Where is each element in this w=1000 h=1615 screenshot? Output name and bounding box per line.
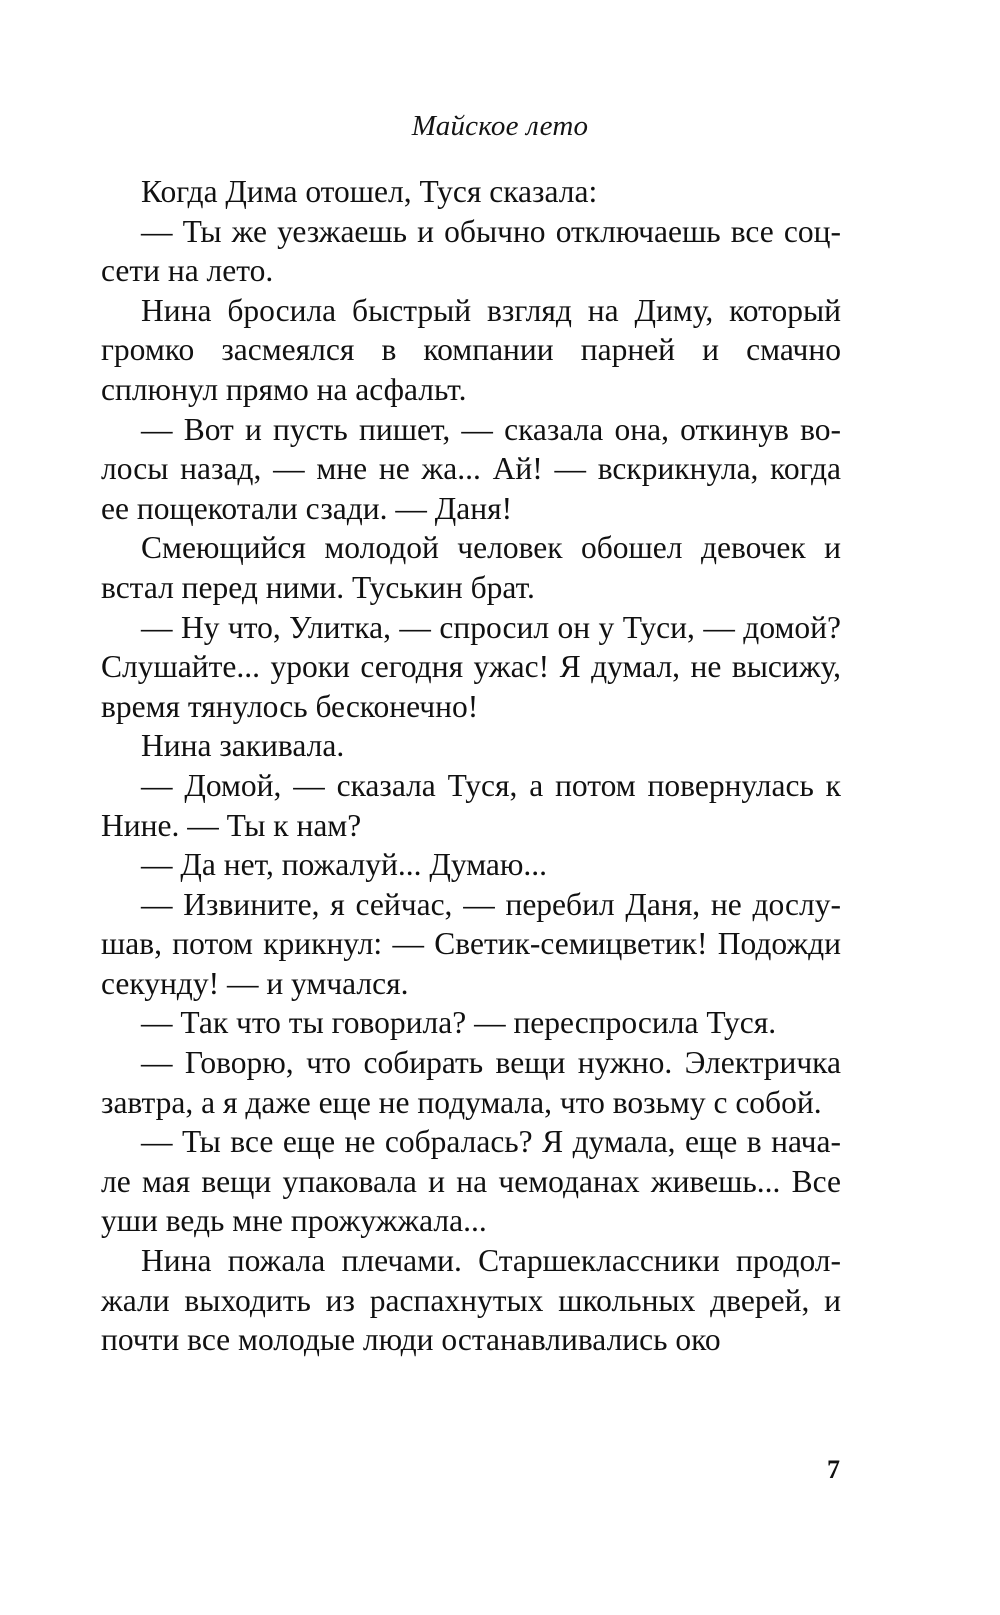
paragraph: — Вот и пусть пишет, — сказала она, откинув волосы назад, — мне не жа... Ай! — вскрикнула, когда ее пощекотали сзади. — Даня! — [101, 411, 841, 526]
body-text — [101, 172, 841, 1360]
paragraph: Нина закивала. — [141, 728, 345, 764]
running-header: Майское лето — [411, 110, 589, 142]
paragraph: — Да нет, пожалуй... Думаю... — [141, 847, 548, 883]
paragraph: Когда Дима отошел, Туся сказала: — [141, 174, 598, 209]
paragraph: — Ты все еще не собралась? Я думала, еще в начале мая вещи упаковала и на чемоданах живешь... Все уши ведь мне прожужжала... — [101, 1124, 841, 1239]
paragraph: — Ну что, Улитка, — спросил он у Туси, — домой? Слушайте... уроки сегодня ужас! Я думал, не высижу, время тянулось бесконечно! — [101, 609, 841, 724]
paragraph: — Извините, я сейчас, — перебил Даня, не дослушав, потом крикнул: — Светик-семицветик! Подожди секунду! — и умчался. — [101, 886, 841, 1001]
page-number: 7 — [827, 1455, 840, 1484]
paragraph: Смеющийся молодой человек обошел девочек и встал перед ними. Туськин брат. — [101, 530, 841, 605]
paragraph: — Домой, — сказала Туся, а потом повернулась к Нине. — Ты к нам? — [101, 767, 841, 843]
paragraph: — Ты же уезжаешь и обычно отключаешь все соцсети на лето. — [101, 213, 841, 289]
paragraph: — Так что ты говорила? — переспросила Туся. — [141, 1005, 777, 1041]
paragraph: Нина пожала плечами. Старшеклассники продолжали выходить из распахнутых школьных дверей, и почти все молодые люди останавливались око — [101, 1243, 841, 1358]
paragraph: — Говорю, что собирать вещи нужно. Электричка завтра, а я даже еще не подумала, что возьму с собой. — [101, 1045, 841, 1120]
paragraph: Нина бросила быстрый взгляд на Диму, который громко засмеялся в компании парней и смачно сплюнул прямо на асфальт. — [101, 292, 841, 407]
